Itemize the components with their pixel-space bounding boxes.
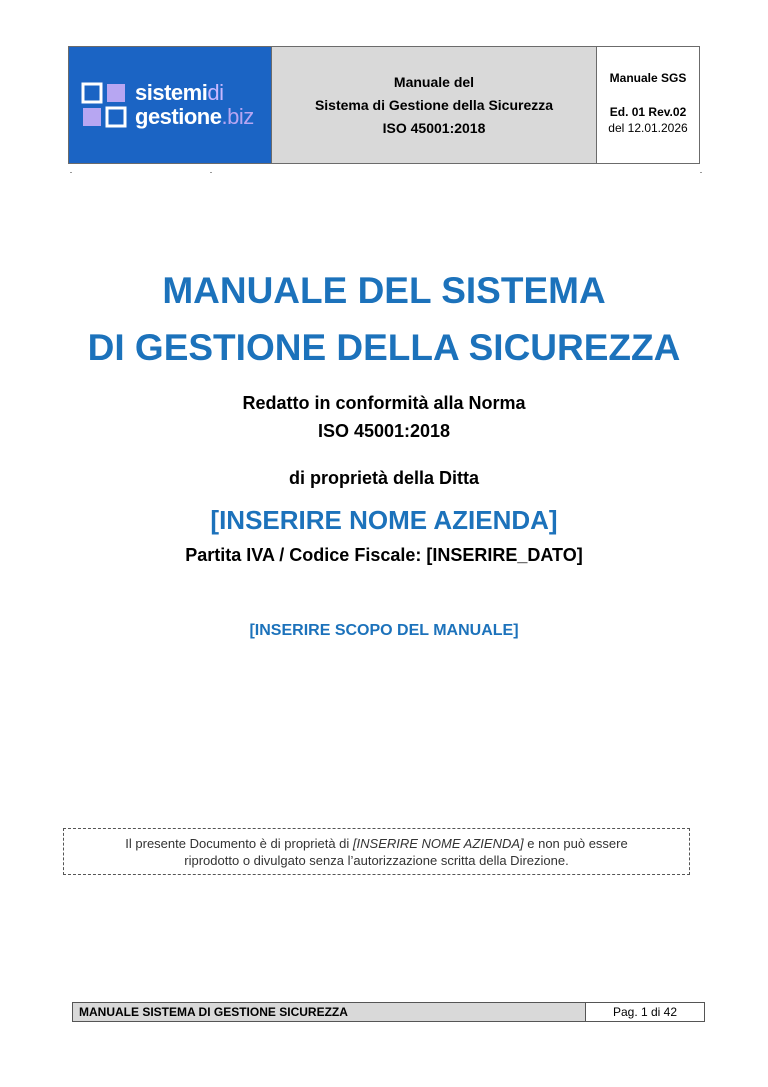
owned-by: di proprietà della Ditta (288, 468, 480, 488)
edition-label: Ed. 01 Rev.02 (609, 105, 687, 119)
header-table (68, 46, 700, 164)
header-title: Manuale del Sistema di Gestione della Sicurezza ISO 45001:2018 (272, 47, 597, 163)
ownership-notice: Il presente Documento è di proprietà di [INSERIRE NOME AZIENDA] e non può essere riprodotto o divulgato senza l’autorizzazione scritta della Direzione. (63, 828, 690, 875)
vat-code: Partita IVA / Codice Fiscale: [INSERIRE_DATO] (185, 545, 583, 565)
logo-cell (69, 47, 272, 163)
company-name: [INSERIRE NOME AZIENDA] (210, 505, 558, 535)
subtitle: Redatto in conformità alla Norma ISO 45001:2018 (242, 393, 526, 441)
manual-scope: [INSERIRE SCOPO DEL MANUALE] (249, 622, 519, 639)
footer-table (72, 1002, 705, 1022)
doc-code: Manuale SGS (609, 71, 687, 85)
edition-date: del 12.01.2026 (608, 121, 688, 135)
logo-wordmark: sistemidi gestione.biz (135, 80, 254, 129)
header-meta (597, 47, 699, 163)
page-title: MANUALE DEL SISTEMA DI GESTIONE DELLA SICUREZZA (87, 270, 681, 368)
footer-title: MANUALE SISTEMA DI GESTIONE SICUREZZA (73, 1003, 586, 1021)
page-number: Pag. 1 di 42 (612, 1005, 678, 1019)
logo-squares-icon (81, 82, 129, 130)
